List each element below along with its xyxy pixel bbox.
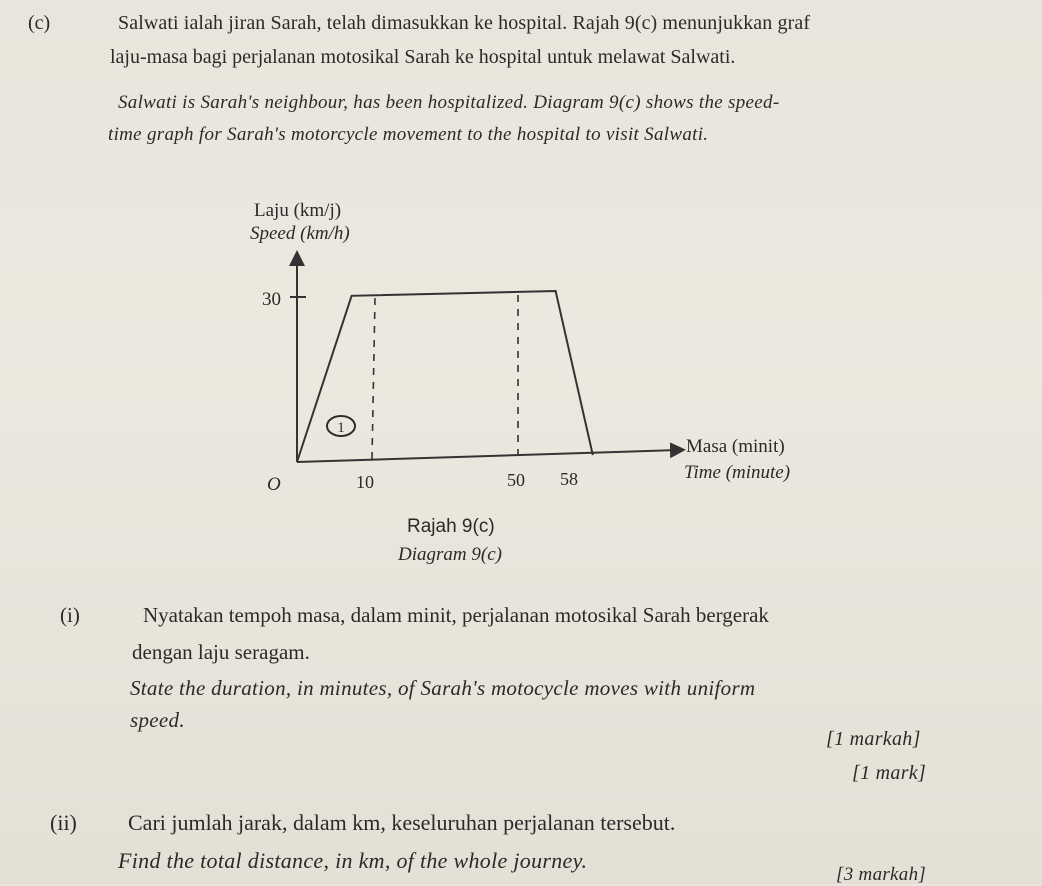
- question-i-marks-english: [1 mark]: [852, 762, 927, 784]
- x-tick-label-50: 50: [507, 470, 525, 490]
- question-ii-number: (ii): [50, 810, 77, 835]
- question-ii-english-line: Find the total distance, in km, of the whole journey.: [118, 848, 588, 873]
- intro-english-line-1: Salwati is Sarah's neighbour, has been hospitalized. Diagram 9(c) shows the speed-: [118, 92, 780, 113]
- y-tick-label-30: 30: [262, 289, 281, 310]
- diagram-caption-malay: Rajah 9(c): [407, 516, 495, 537]
- question-ii-malay-line: Cari jumlah jarak, dalam km, keseluruhan perjalanan tersebut.: [128, 810, 676, 835]
- intro-english-line-2: time graph for Sarah's motorcycle movement to the hospital to visit Salwati.: [108, 124, 709, 145]
- x-axis: [297, 450, 678, 462]
- question-i-english-line-1: State the duration, in minutes, of Sarah's motocycle moves with uniform: [130, 676, 756, 700]
- intro-malay-line-1: Salwati ialah jiran Sarah, telah dimasukkan ke hospital. Rajah 9(c) menunjukkan graf: [118, 12, 811, 34]
- question-i-malay-line-1: Nyatakan tempoh masa, dalam minit, perjalanan motosikal Sarah bergerak: [143, 603, 769, 627]
- question-i-malay-line-2: dengan laju seragam.: [132, 640, 310, 664]
- intro-malay-line-2: laju-masa bagi perjalanan motosikal Sarah ke hospital untuk melawat Salwati.: [110, 46, 736, 68]
- y-axis-label-malay: Laju (km/j): [254, 200, 342, 221]
- y-axis-label-english: Speed (km/h): [250, 223, 350, 244]
- region-1-label: 1: [337, 420, 345, 436]
- question-i-marks-malay: [1 markah]: [826, 728, 921, 750]
- diagram-caption-english: Diagram 9(c): [398, 544, 502, 565]
- x-tick-label-10: 10: [356, 472, 374, 492]
- part-label: (c): [28, 12, 51, 34]
- question-ii-marks-malay: [3 markah]: [836, 864, 927, 885]
- question-i-english-line-2: speed.: [130, 708, 185, 732]
- question-i-number: (i): [60, 603, 80, 627]
- x-axis-label-english: Time (minute): [684, 462, 791, 483]
- guide-line-10: [372, 298, 375, 459]
- x-tick-label-58: 58: [560, 469, 578, 489]
- x-axis-label-malay: Masa (minit): [686, 436, 785, 457]
- origin-label: O: [267, 474, 281, 495]
